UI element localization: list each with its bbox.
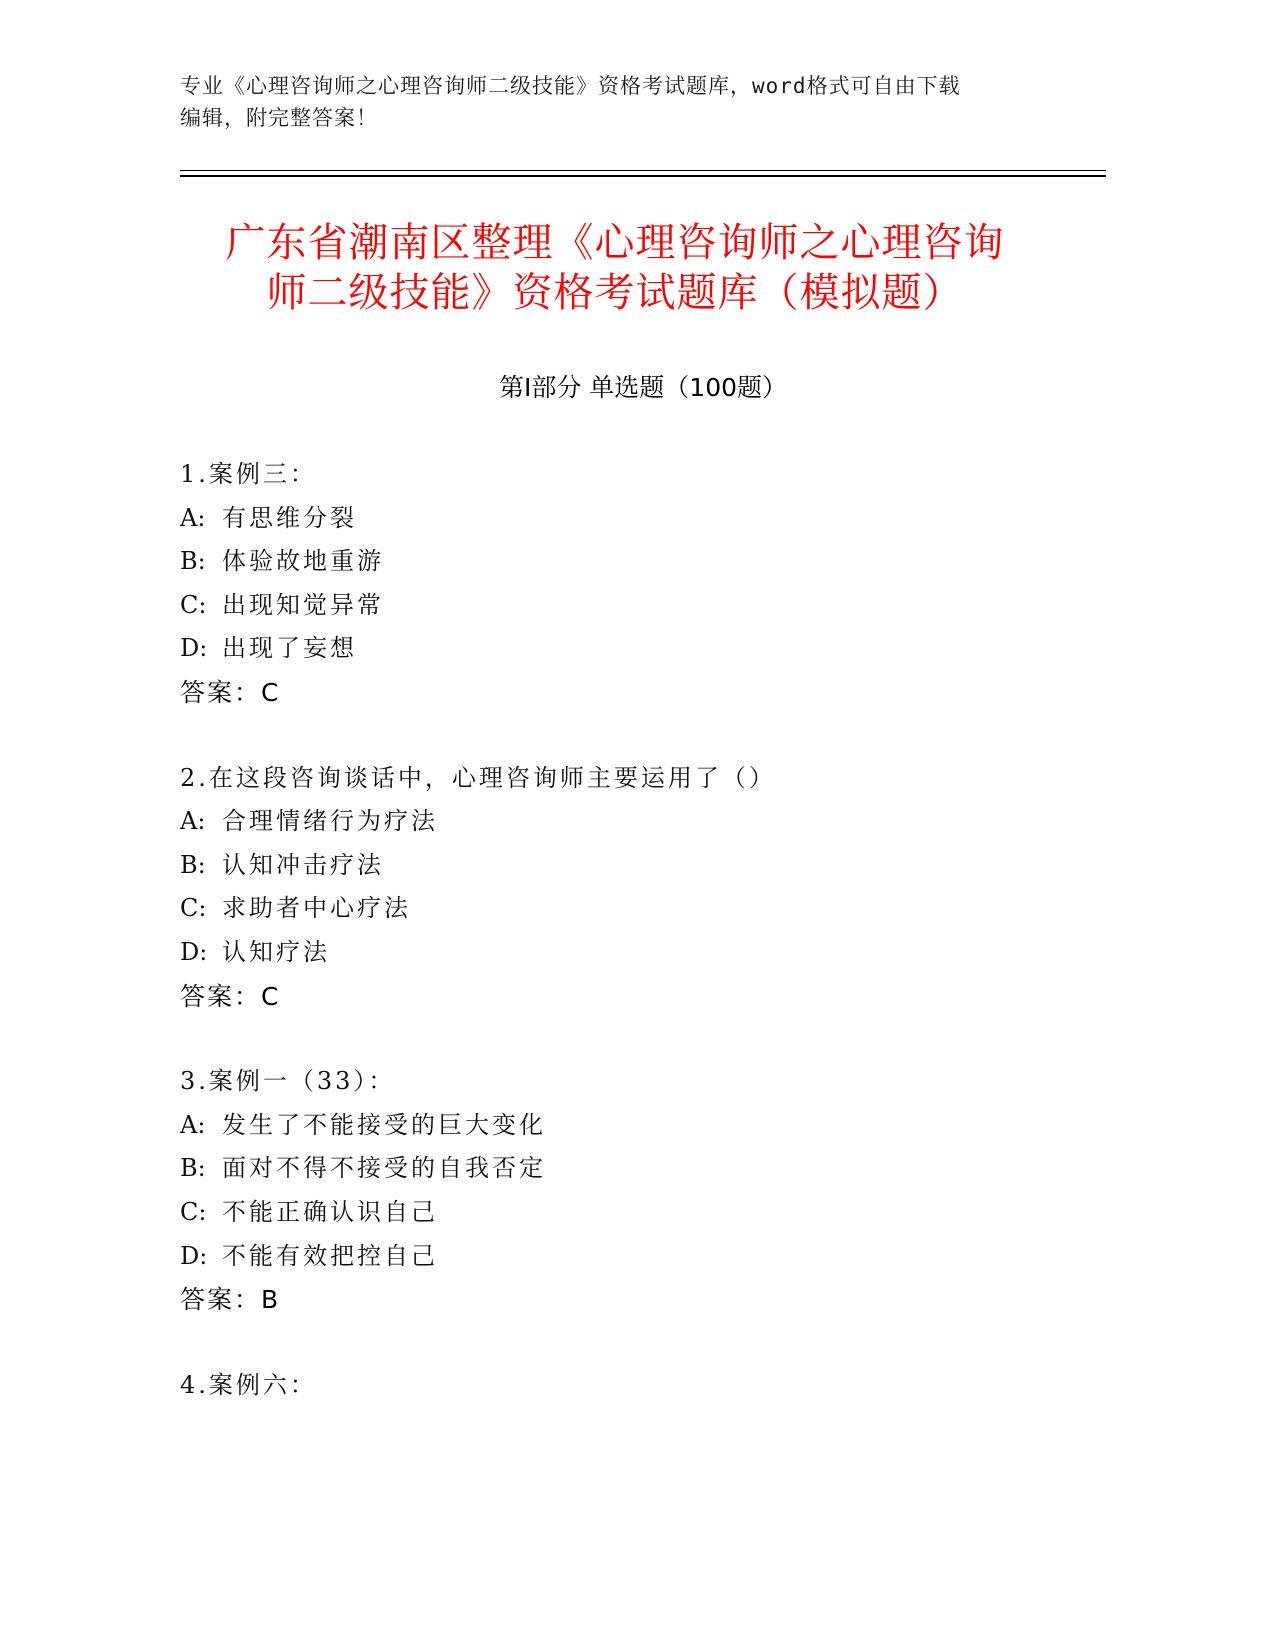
option-text: 合理情绪行为疗法 [222,807,438,836]
option-d [180,627,1080,671]
answer-value: C [261,981,279,1011]
answer-line [180,1278,1080,1322]
option-key: B: [180,850,206,879]
option-a [180,497,1080,541]
option-c [180,887,1080,931]
header-note-line-1: 专业《心理咨询师之心理咨询师二级技能》资格考试题库，word格式可自由下载 [180,74,961,98]
question-stem: 3.案例一（33）： [180,1067,396,1096]
option-text: 体验故地重游 [222,547,384,576]
option-text: 出现了妄想 [222,634,357,663]
option-b [180,844,1080,888]
option-a [180,1104,1080,1148]
option-b [180,540,1080,584]
answer-line [180,671,1080,715]
option-key: A: [180,807,206,836]
option-b [180,1147,1080,1191]
option-text: 有思维分裂 [222,503,357,532]
option-text: 认知冲击疗法 [222,850,384,879]
option-text: 出现知觉异常 [222,590,384,619]
option-text: 面对不得不接受的自我否定 [222,1154,546,1183]
option-a [180,800,1080,844]
document-title [185,218,1045,318]
question-1 [180,453,1080,715]
question-4 [180,1364,1080,1408]
option-key: C: [180,590,207,619]
option-key: B: [180,1154,206,1183]
option-key: A: [180,1110,206,1139]
option-c [180,584,1080,628]
header-note-line-2: 编辑，附完整答案！ [180,106,378,130]
option-key: A: [180,503,206,532]
option-key: D: [180,937,208,966]
answer-value: B [261,1285,279,1315]
option-key: C: [180,1197,207,1226]
answer-line [180,975,1080,1019]
question-stem: 1.案例三： [180,460,317,488]
option-text: 发生了不能接受的巨大变化 [222,1110,546,1139]
document-title-line-2: 师二级技能》资格考试题库（模拟题） [266,270,964,316]
option-text: 不能有效把控自己 [222,1241,438,1270]
option-key: D: [180,1241,208,1270]
option-d [180,931,1080,975]
option-c [180,1191,1080,1235]
question-2 [180,757,1080,1019]
answer-label: 答案： [180,1285,262,1315]
question-list [180,453,1080,1449]
question-stem: 2.在这段咨询谈话中，心理咨询师主要运用了（） [180,763,776,792]
section-title: 第Ⅰ部分 单选题（100题） [498,373,788,402]
header-divider-thin [180,170,1106,171]
option-key: D: [180,634,208,663]
option-text: 不能正确认识自己 [222,1197,438,1226]
option-text: 认知疗法 [222,937,330,966]
answer-label: 答案： [180,981,262,1011]
answer-label: 答案： [180,677,262,707]
question-stem: 4.案例六： [180,1370,317,1399]
header-divider-thick [180,175,1106,177]
option-text: 求助者中心疗法 [222,894,411,923]
header-note [180,70,1080,134]
option-key: C: [180,894,207,923]
question-3 [180,1060,1080,1322]
option-d [180,1235,1080,1279]
option-key: B: [180,547,206,576]
answer-value: C [261,677,279,707]
document-title-line-1: 广东省潮南区整理《心理咨询师之心理咨询 [225,220,1005,266]
